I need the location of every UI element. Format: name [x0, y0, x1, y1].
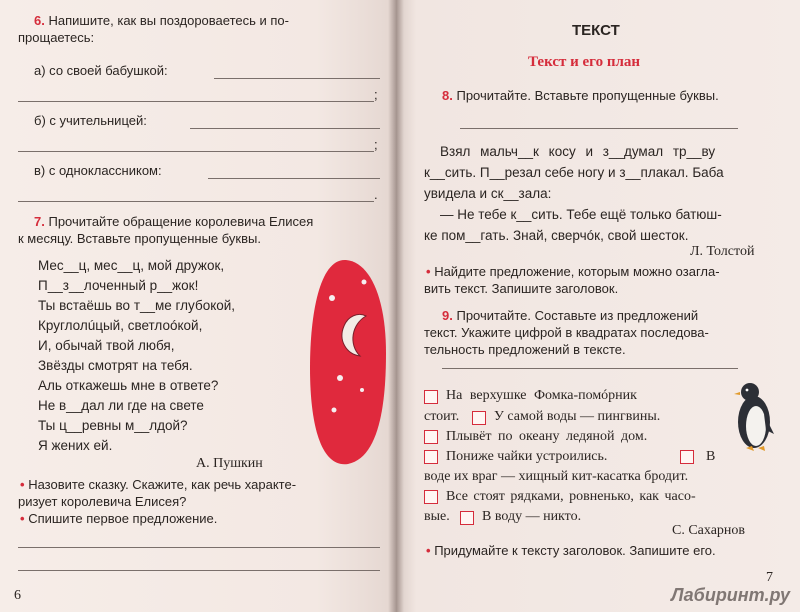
task9-sentence: На верхушке Фомка-помóрник	[446, 388, 637, 403]
task6-heading-line2: прощаетесь:	[18, 30, 95, 45]
task7-question2	[20, 510, 217, 527]
task6-text-1: Напишите, как вы поздороваетесь и по-	[48, 13, 289, 28]
moon-illustration	[308, 258, 388, 468]
answer-line[interactable]	[18, 151, 374, 152]
bullet-icon: •	[20, 511, 25, 526]
task7-question1-line1	[20, 476, 296, 493]
task8-heading	[442, 87, 719, 104]
task9-heading-line3: тельность предложений в тексте.	[424, 342, 626, 357]
bullet-icon: •	[20, 477, 25, 492]
subsection-title: Текст и его план	[528, 54, 641, 70]
poem-line: Круглолúцый, светлоóкой,	[38, 318, 203, 333]
penguin-illustration	[734, 380, 776, 452]
page-number: 7	[766, 570, 773, 585]
task9-sentence: Все стоят рядками, ровненько, как часо-	[446, 489, 696, 504]
answer-line[interactable]	[18, 101, 374, 102]
task8-author: Л. Толстой	[690, 244, 755, 259]
right-page	[396, 0, 800, 612]
task8-question-text: Найдите предложение, которым можно озагла-	[434, 264, 720, 279]
book-spine	[388, 0, 404, 612]
task9-sentence: воде их враг — хищный кит-касатка бродит.	[424, 469, 689, 484]
section-title: ТЕКСТ	[572, 22, 620, 39]
task9-sentence: вые.	[424, 509, 450, 524]
task8-question-line2: вить текст. Запишите заголовок.	[424, 281, 619, 296]
task8-question-line1	[426, 263, 720, 280]
poem-author: А. Пушкин	[196, 456, 263, 471]
poem-line: Я жених ей.	[38, 438, 113, 453]
task8-text-line: увидела и ск__зала:	[424, 186, 552, 201]
order-box[interactable]	[424, 450, 438, 464]
answer-line[interactable]	[190, 128, 380, 129]
task9-heading-line2: текст. Укажите цифрой в квадратах последова-	[424, 325, 709, 340]
task9-author: С. Сахарнов	[672, 523, 746, 538]
task9-sentence: Плывёт по океану ледяной дом.	[446, 429, 648, 444]
page-number: 6	[14, 588, 21, 603]
task6-number: 6.	[34, 13, 45, 28]
order-box[interactable]	[472, 411, 486, 425]
semicolon: ;	[374, 87, 378, 102]
poem-line: П__з__лоченный р__жок!	[38, 278, 199, 293]
order-box[interactable]	[424, 430, 438, 444]
period: .	[374, 187, 378, 202]
task8-instruction: Прочитайте. Вставьте пропущенные буквы.	[456, 88, 719, 103]
task7-heading-line2: к месяцу. Вставьте пропущенные буквы.	[18, 231, 261, 246]
bullet-icon: •	[426, 543, 431, 558]
task6-option-b: б) с учительницей:	[34, 113, 147, 128]
task9-heading-line1	[442, 307, 698, 324]
answer-line[interactable]	[18, 201, 374, 202]
bullet-icon: •	[426, 264, 431, 279]
poem-line: Не в__дал ли где на свете	[38, 398, 204, 413]
task9-question	[426, 542, 716, 559]
task9-sentence: В	[706, 449, 716, 464]
answer-line[interactable]	[18, 547, 380, 548]
answer-line[interactable]	[460, 128, 738, 129]
left-page	[0, 0, 396, 612]
poem-line: Ты встаёшь во т__ме глубокой,	[38, 298, 236, 313]
task9-sentence: стоит.	[424, 409, 460, 424]
task7-text-1: Прочитайте обращение королевича Елисея	[48, 214, 314, 229]
task6-heading-line1	[34, 12, 289, 29]
poem-line: Мес__ц, мес__ц, мой дружок,	[38, 258, 225, 273]
order-box[interactable]	[680, 450, 694, 464]
semicolon: ;	[374, 137, 378, 152]
answer-line[interactable]	[208, 178, 380, 179]
order-box[interactable]	[424, 390, 438, 404]
task7-question2-text: Спишите первое предложение.	[28, 511, 218, 526]
order-box[interactable]	[460, 511, 474, 525]
task7-heading-line1	[34, 213, 313, 230]
task7-question1-text: Назовите сказку. Скажите, как речь характе-	[28, 477, 297, 492]
task6-option-c: в) с одноклассником:	[34, 163, 162, 178]
poem-line: Звёзды смотрят на тебя.	[38, 358, 193, 373]
task7-question1-line2: ризует королевича Елисея?	[18, 494, 187, 509]
answer-line[interactable]	[442, 368, 738, 369]
poem-line: Ты ц__ревны м__лдой?	[38, 418, 188, 433]
poem-line: Аль откажешь мне в ответе?	[38, 378, 219, 393]
task8-text-line: к__сить. П__резал себе ногу и з__плакал. Баба	[424, 165, 724, 180]
task8-number: 8.	[442, 88, 453, 103]
task6-option-a: а) со своей бабушкой:	[34, 63, 168, 78]
task9-sentence: В воду — никто.	[482, 509, 582, 524]
task7-number: 7.	[34, 214, 45, 229]
task9-question-text: Придумайте к тексту заголовок. Запишите его.	[434, 543, 716, 558]
task8-text-line: — Не тебе к__сить. Тебе ещё только батюш-	[440, 207, 722, 222]
task9-sentence: Пониже чайки устроились.	[446, 449, 608, 464]
task9-number: 9.	[442, 308, 453, 323]
order-box[interactable]	[424, 490, 438, 504]
watermark: Лабиринт.ру	[671, 585, 790, 605]
task9-sentence: У самой воды — пингвины.	[494, 409, 661, 424]
task8-text-line: Взял мальч__к косу и з__думал тр__ву	[440, 144, 716, 159]
answer-line[interactable]	[214, 78, 380, 79]
task9-text-1: Прочитайте. Составьте из предложений	[456, 308, 699, 323]
poem-line: И, обычай твой любя,	[38, 338, 175, 353]
answer-line[interactable]	[18, 570, 380, 571]
task8-text-line: ке пом__гать. Знай, сверчóк, свой шесток.	[424, 228, 689, 243]
